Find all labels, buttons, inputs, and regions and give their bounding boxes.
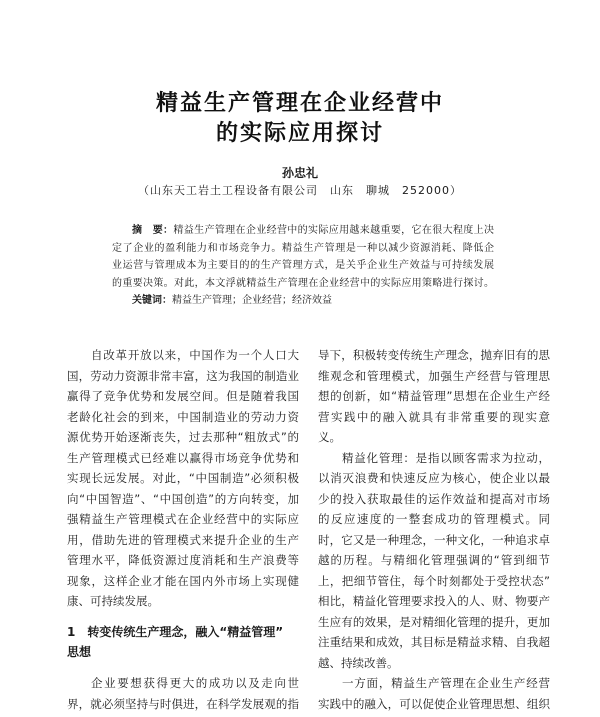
- left-column-para-1: [67, 345, 299, 612]
- body-text-line: 义。: [318, 430, 341, 444]
- body-text-line: 越的历程。与精细化管理强调的“管到细节: [318, 553, 550, 567]
- paper-title-line-2: 的实际应用探讨: [215, 120, 384, 146]
- body-text-line: 以消灭浪费和快速反应为核心，使企业以最: [318, 471, 550, 485]
- body-text-line: 康、可持续发展。: [67, 594, 159, 608]
- body-text-line: 相比，精益化管理要求投入的人、财、物要产: [318, 594, 550, 608]
- author-affiliation: （山东天工岩土工程设备有限公司 山东 聊城 252000）: [138, 184, 462, 197]
- keywords: [112, 292, 494, 310]
- keywords-text: 精益生产管理；企业经营；经济效益: [172, 295, 332, 307]
- body-text-line: 上，把细节管住，每个时刻都处于受控状态”: [318, 573, 550, 588]
- body-text-line: 营实践中的融入就具有非常重要的现实意: [318, 409, 550, 424]
- body-text-line: 想的创新，如“精益管理”思想在企业生产经: [318, 389, 550, 403]
- section-heading-1: [67, 623, 299, 662]
- body-text-line: 一方面，精益生产管理在企业生产经营: [342, 676, 550, 690]
- body-text-line: 注重结果和成效，其目标是精益求精、自我超: [318, 635, 550, 649]
- body-text-line: 界，就必须坚持与时俱进，在科学发展观的指: [67, 696, 299, 711]
- body-text-line: 少的投入获取最佳的运作效益和提高对市场: [318, 491, 550, 506]
- body-text-line: 自改革开放以来，中国作为一个人口大: [91, 348, 299, 362]
- abstract-line: 业运营与管理成本为主要目的的生产管理方式，是关乎企业生产效益与可持续发展: [112, 260, 494, 272]
- body-text-line: 强精益生产管理模式在企业经营中的实际应: [67, 512, 299, 526]
- body-text-line: 实现长远发展。对此，“中国制造”必须积极: [67, 471, 299, 485]
- paper-title-line-1: 精益生产管理在企业经营中: [155, 90, 444, 116]
- section-heading-line: 思想: [67, 644, 92, 659]
- body-text-line: 赢得了竞争优势和发展空间。但是随着我国: [67, 389, 299, 403]
- body-text-line: 老龄化社会的到来，中国制造业的劳动力资: [67, 409, 299, 424]
- abstract-line: [112, 222, 494, 240]
- right-column-para-2: [318, 448, 550, 674]
- body-text-line: 的反应速度的一整套成功的管理模式。同: [318, 512, 550, 526]
- right-column-para-3: [318, 673, 550, 714]
- body-text-line: 企业要想获得更大的成功以及走向世: [91, 676, 299, 690]
- right-column: [318, 345, 550, 714]
- body-text-line: 维观念和管理模式，加强生产经营与管理思: [318, 368, 550, 383]
- body-text-line: 现象，这样企业才能在国内外市场上实现健: [67, 573, 299, 588]
- body-text-line: 国，劳动力资源非常丰富，这为我国的制造业: [67, 368, 299, 383]
- body-text-line: 越、持续改善。: [318, 655, 399, 670]
- body-text-line: 时，它又是一种理念，一种文化，一种追求卓: [318, 532, 550, 547]
- body-text-line: 源优势开始逐渐丧失，过去那种“粗放式”的: [67, 430, 299, 444]
- body-text-line: 生应有的效果，是对精细化管理的提升，更加: [318, 614, 550, 629]
- abstract-label: 摘 要：: [132, 225, 174, 236]
- abstract-text: 精益生产管理在企业经营中的实际应用越来越重要，它在很大程度上决: [173, 225, 495, 236]
- author-name: 孙忠礼: [281, 166, 318, 180]
- body-text-line: 管理水平，降低资源过度消耗和生产浪费等: [67, 553, 299, 567]
- abstract-line: 定了企业的盈利能力和市场竞争力。精益生产管理是一种以减少资源消耗、降低企: [112, 242, 494, 254]
- abstract-line: 的重要决策。对此，本文浮就精益生产管理在企业经营中的实际应用策略进行探讨。: [112, 277, 494, 289]
- body-text-line: 精益化管理：是指以顾客需求为拉动，: [342, 450, 550, 465]
- abstract: [112, 222, 494, 310]
- section-heading-line: 1 转变传统生产理念，融入“精益管理”: [67, 625, 284, 639]
- body-text-line: 向“中国智造”、“中国创造”的方向转变，加: [67, 491, 299, 506]
- right-column-para-1: [318, 345, 550, 448]
- body-text-line: 生产管理模式已经难以赢得市场竞争优势和: [67, 450, 299, 465]
- body-text-line: 用，借助先进的管理模式来提升企业的生产: [67, 532, 299, 547]
- body-text-line: 导下，积极转变传统生产理念，抛弃旧有的思: [318, 348, 550, 362]
- left-column-para-2: [67, 673, 299, 714]
- keywords-label: 关键词：: [132, 295, 172, 307]
- body-text-line: 实践中的融入，可以促使企业管理思想、组织: [318, 696, 550, 711]
